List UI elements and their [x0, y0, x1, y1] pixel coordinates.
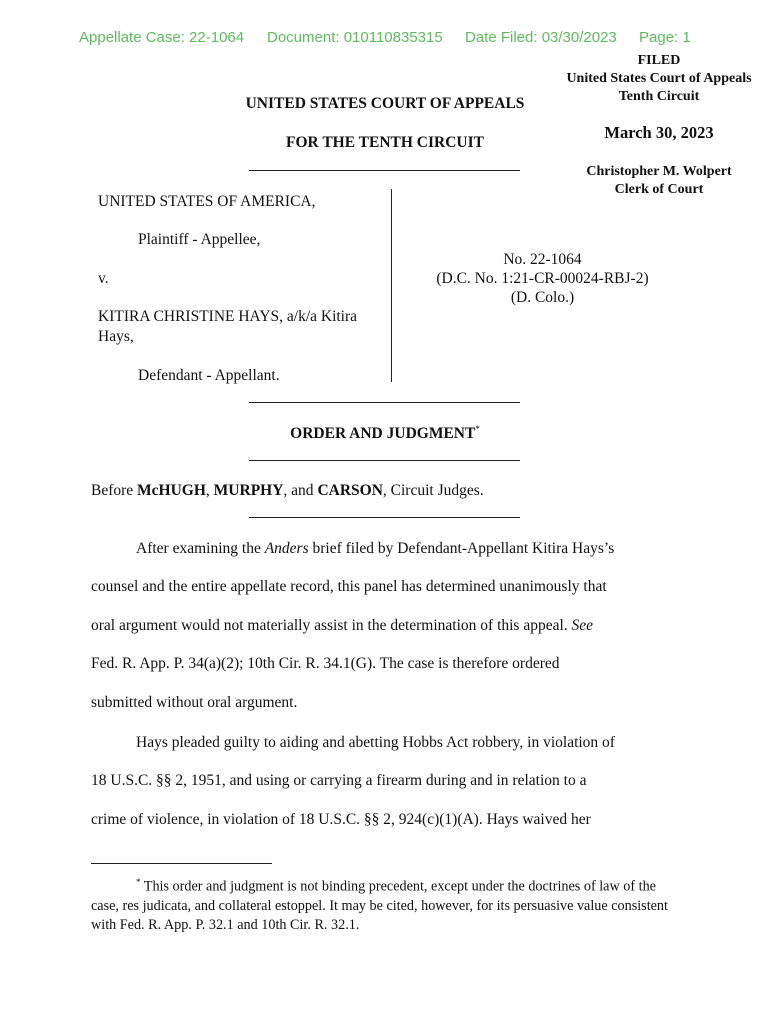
rule-divider [249, 402, 520, 403]
order-title [155, 424, 615, 443]
caption-plaintiff: UNITED STATES OF AMERICA, [98, 193, 316, 210]
caption-defendant-line2: Hays, [98, 328, 134, 345]
body-line [91, 617, 593, 635]
panel-judges [91, 482, 484, 500]
judge-murphy: MURPHY [213, 482, 284, 499]
filed-date: March 30, 2023 [604, 123, 714, 142]
clerk-title: Clerk of Court [614, 182, 704, 197]
footnote-mark: * [136, 877, 141, 887]
caption-versus: v. [98, 270, 109, 287]
body-text: oral argument would not materially assist in the determination of this appeal. [91, 617, 572, 634]
order-title-text: ORDER AND JUDGMENT [290, 425, 476, 443]
judge-mchugh: McHUGH [137, 482, 206, 499]
stamp-document: Document: 010110835315 [267, 29, 443, 46]
filed-court: United States Court of Appeals [566, 71, 752, 86]
caption-defendant-role: Defendant - Appellant. [138, 367, 280, 384]
body-line: crime of violence, in violation of 18 U.S.C. §§ 2, 924(c)(1)(A). Hays waived her [91, 811, 591, 828]
footnote [91, 873, 681, 935]
district: (D. Colo.) [510, 289, 575, 306]
body-line: submitted without oral argument. [91, 694, 298, 711]
body-italic: See [571, 617, 594, 634]
stamp-date-filed: Date Filed: 03/30/2023 [465, 29, 617, 46]
body-line: Fed. R. App. P. 34(a)(2); 10th Cir. R. 34.1(G). The case is therefore ordered [91, 655, 560, 672]
stamp-page: Page: 1 [639, 29, 691, 46]
rule-divider [249, 170, 520, 171]
panel-sep: , and [283, 482, 318, 499]
caption-plaintiff-role: Plaintiff - Appellee, [138, 231, 261, 248]
stamp-case: Appellate Case: 22-1064 [79, 29, 245, 46]
filed-label: FILED [637, 53, 681, 68]
case-number: No. 22-1064 [503, 251, 582, 268]
body-line: counsel and the entire appellate record, this panel has determined unanimously that [91, 578, 607, 595]
body-line: Hays pleaded guilty to aiding and abetting Hobbs Act robbery, in violation of [136, 734, 615, 751]
body-line: 18 U.S.C. §§ 2, 1951, and using or carrying a firearm during and in relation to a [91, 772, 587, 789]
body-italic: Anders [264, 540, 309, 557]
rule-divider [249, 517, 520, 518]
panel-suffix: , Circuit Judges. [382, 482, 484, 499]
footnote-ref: * [475, 424, 480, 434]
body-text: After examining the [136, 540, 265, 557]
court-circuit: FOR THE TENTH CIRCUIT [286, 134, 484, 151]
footnote-separator [91, 863, 272, 864]
court-name: UNITED STATES COURT OF APPEALS [245, 95, 525, 112]
body-text: brief filed by Defendant-Appellant Kitira Hays’s [308, 540, 615, 557]
filed-circuit: Tenth Circuit [618, 89, 700, 104]
district-court-number: (D.C. No. 1:21-CR-00024-RBJ-2) [436, 270, 649, 287]
judge-carson: CARSON [317, 482, 383, 499]
panel-sep: , [205, 482, 214, 499]
footnote-text: This order and judgment is not binding precedent, except under the doctrines of law of the case, res judicata, and collateral estoppel. It may be cited, however, for its persuasive value consistent with Fed. R. App. P. 32.1 and 10th Cir. R. 32.1. [91, 878, 668, 933]
caption-defendant-line1: KITIRA CHRISTINE HAYS, a/k/a Kitira [98, 308, 358, 325]
rule-divider [249, 460, 520, 461]
panel-prefix: Before [91, 482, 138, 499]
caption-divider [391, 189, 392, 382]
body-line [136, 540, 614, 558]
clerk-name: Christopher M. Wolpert [586, 164, 732, 179]
